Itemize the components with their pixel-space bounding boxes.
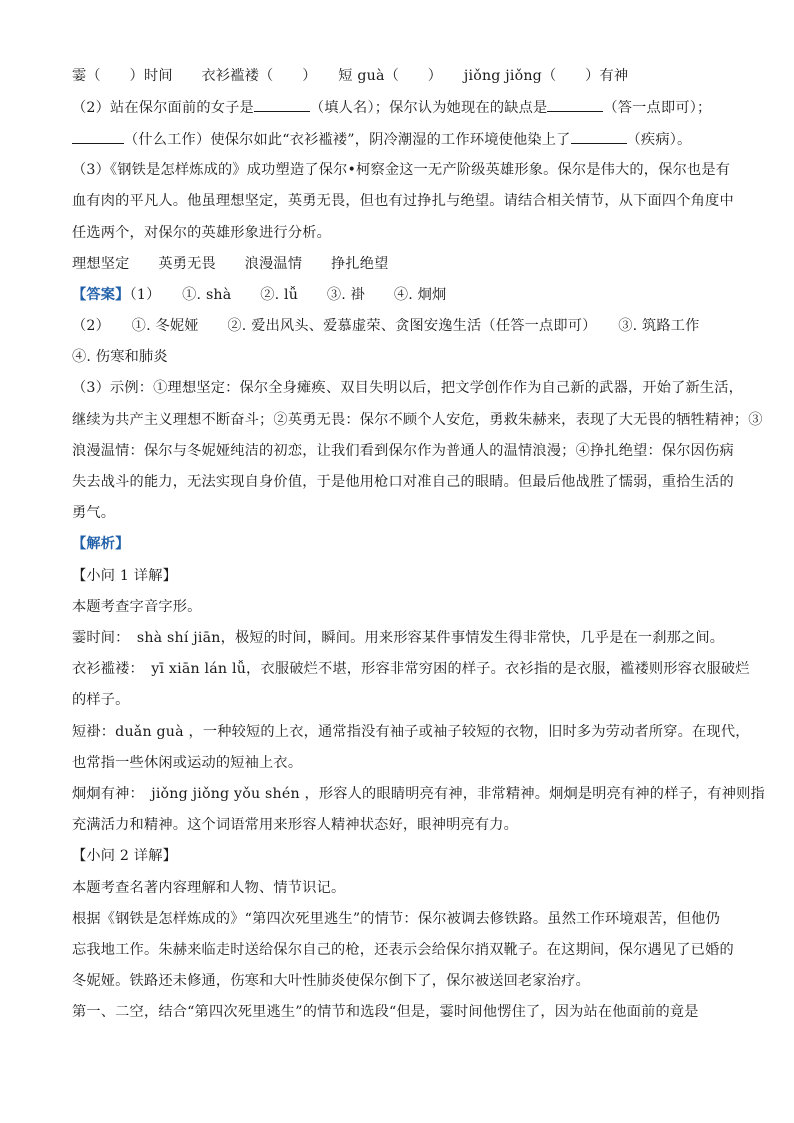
answer-3-line-4: 失去战斗的能力，无法实现自身价值，于是他用枪口对准自己的眼睛。但最后他战胜了懦弱，重拾生活的 <box>72 474 734 490</box>
question-3-options: 理想坚定 英勇无畏 浪漫温情 挣扎绝望 <box>72 256 389 272</box>
explain-1-line-7: 炯炯有神： jiǒng jiǒng yǒu shén ，形容人的眼睛明亮有神，非常精神。炯炯是明亮有神的样子，有神则指 <box>72 786 765 802</box>
analysis-label: 【解析】 <box>72 536 130 552</box>
question-2-text-b: （填人名）；保尔认为她现在的缺点是 <box>309 100 548 116</box>
question-2-text-d: （什么工作）使保尔如此“衣衫褴褛”，阴冷潮湿的工作环境使他染上了 <box>124 132 571 148</box>
answer-line-1 <box>72 285 446 305</box>
explain-2-line-4: 冬妮娅。铁路还未修通，伤寒和大叶性肺炎使保尔倒下了，保尔被送回老家治疗。 <box>72 973 590 989</box>
subquestion-2-heading: 【小问 2 详解】 <box>72 848 177 864</box>
explain-2-line-2: 根据《钢铁是怎样炼成的》“第四次死里逃生”的情节：保尔被调去修铁路。虽然工作环境艰苦，但他仍 <box>72 911 720 927</box>
answer-3-line-1: （3）示例：①理想坚定：保尔全身瘫痪、双目失明以后，把文学创作作为自己新的武器，开始了新生活， <box>72 380 744 396</box>
answer-2-cont: ④. 伤寒和肺炎 <box>72 349 168 365</box>
explain-2-line-1: 本题考查名著内容理解和人物、情节识记。 <box>72 880 346 896</box>
explain-1-line-1: 本题考查字音字形。 <box>72 599 202 615</box>
question-1-blanks: 霎（ ）时间 衣衫褴褛（ ） 短 guà（ ） jiǒng jiǒng（ ）有神 <box>72 68 629 84</box>
question-3-line-1: （3）《钢铁是怎样炼成的》成功塑造了保尔•柯察金这一无产阶级英雄形象。保尔是伟大的，保尔也是有 <box>72 162 731 178</box>
question-2-line-2 <box>72 129 691 150</box>
question-3-line-3: 任选两个，对保尔的英雄形象进行分析。 <box>72 225 331 241</box>
answer-3-line-2: 继续为共产主义理想不断奋斗；②英勇无畏：保尔不顾个人安危，勇救朱赫来，表现了大无畏的牺牲精神；③ <box>72 412 763 428</box>
explain-2-line-5: 第一、二空，结合“第四次死里逃生”的情节和选段“但是，霎时间他愣住了，因为站在他面前的竟是 <box>72 1004 699 1020</box>
question-2-text-a: （2）站在保尔面前的女子是 <box>72 100 254 116</box>
explain-1-line-3: 衣衫褴褛： yī xiān lán lǚ，衣服破烂不堪，形容非常穷困的样子。衣衫指的是衣服，褴褛则形容衣服破烂 <box>72 661 750 677</box>
answer-3-line-3: 浪漫温情：保尔与冬妮娅纯洁的初恋，让我们看到保尔作为普通人的温情浪漫；④挣扎绝望：保尔因伤病 <box>72 443 734 459</box>
answer-2: （2） ①. 冬妮娅 ②. 爱出风头、爱慕虚荣、贪图安逸生活（任答一点即可） ③. 筑路工作 <box>72 318 700 334</box>
question-3-line-2: 血有肉的平凡人。他虽理想坚定，英勇无畏，但也有过挣扎与绝望。请结合相关情节，从下面四个角度中 <box>72 193 734 209</box>
question-2-text-c: （答一点即可）； <box>603 100 712 116</box>
explain-1-line-2: 霎时间： shà shí jiān，极短的时间，瞬间。用来形容某件事情发生得非常快，几乎是在一刹那之间。 <box>72 630 725 646</box>
question-2-line-1 <box>72 97 711 118</box>
explain-1-line-8: 充满活力和精神。这个词语常用来形容人精神状态好，眼神明亮有力。 <box>72 817 519 833</box>
explain-2-line-3: 忘我地工作。朱赫来临走时送给保尔自己的枪，还表示会给保尔捎双靴子。在这期间，保尔遇见了已婚的 <box>72 942 734 958</box>
answer-label: 【答案】 <box>72 287 130 303</box>
explain-1-line-4: 的样子。 <box>72 692 130 708</box>
answer-blank <box>72 129 124 144</box>
answer-blank <box>547 97 603 112</box>
answer-blank <box>254 97 310 112</box>
subquestion-1-heading: 【小问 1 详解】 <box>72 568 177 584</box>
explain-1-line-5: 短褂：duǎn guà ，一种较短的上衣，通常指没有袖子或袖子较短的衣物，旧时多为劳动者所穿。在现代， <box>72 724 750 740</box>
explain-1-line-6: 也常指一些休闲或运动的短袖上衣。 <box>72 755 303 771</box>
answer-blank <box>571 129 627 144</box>
question-2-text-e: （疾病）。 <box>626 132 692 148</box>
answer-1: （1） ①. shà ②. lǚ ③. 褂 ④. 炯炯 <box>129 287 447 303</box>
answer-3-line-5: 勇气。 <box>72 505 116 521</box>
